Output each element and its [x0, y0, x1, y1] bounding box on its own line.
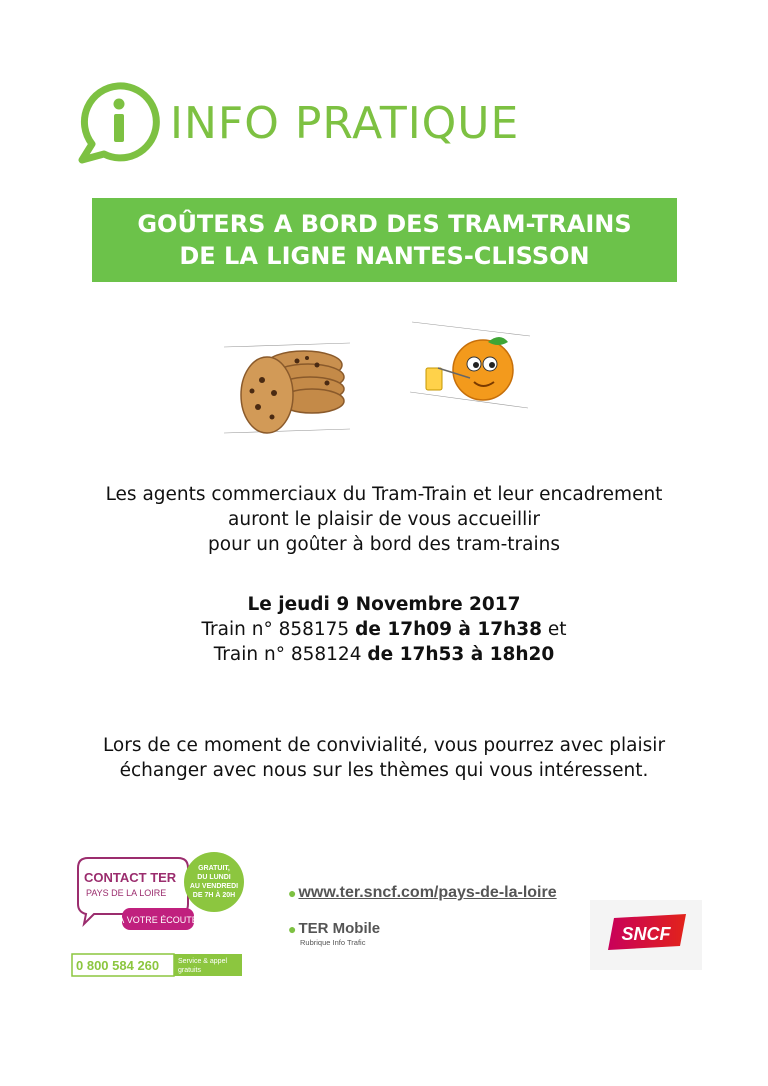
- footer-links: [288, 884, 557, 947]
- website-link[interactable]: www.ter.sncf.com/pays-de-la-loire: [298, 884, 557, 901]
- contact-title-1: CONTACT TER: [84, 870, 177, 885]
- contact-title-2: PAYS DE LA LOIRE: [86, 888, 167, 898]
- page-title: INFO PRATIQUE: [170, 98, 520, 149]
- intro-line-2: auront le plaisir de vous accueillir: [228, 509, 540, 530]
- schedule-text: [0, 592, 768, 667]
- ter-mobile-sub: Rubrique Info Trafic: [300, 938, 366, 947]
- bullet-icon: ●: [288, 920, 297, 937]
- closing-line-2: échanger avec nous sur les thèmes qui vous intéressent.: [119, 760, 649, 781]
- banner-line-2: DE LA LIGNE NANTES-CLISSON: [179, 242, 590, 270]
- contact-ter-logo: [70, 850, 252, 980]
- closing-line-1: Lors de ce moment de convivialité, vous pourrez avec plaisir: [102, 735, 666, 756]
- train-1-suffix: et: [547, 619, 567, 640]
- banner-line-1: GOÛTERS A BORD DES TRAM-TRAINS: [137, 210, 632, 238]
- event-date: Le jeudi 9 Novembre 2017: [247, 594, 521, 615]
- intro-line-1: Les agents commerciaux du Tram-Train et leur encadrement: [105, 484, 663, 505]
- contact-listen: À VOTRE ÉCOUTE: [118, 915, 198, 925]
- contact-hours-4: DE 7H À 20H: [192, 892, 236, 899]
- sncf-text: SNCF: [621, 924, 671, 944]
- cookies-icon: [222, 325, 352, 435]
- contact-badge-2: gratuits: [178, 967, 201, 974]
- info-bubble-icon: [76, 80, 160, 164]
- contact-phone: 0 800 584 260: [76, 958, 160, 973]
- sncf-logo: [590, 900, 702, 970]
- contact-hours-2: DU LUNDI: [197, 874, 231, 881]
- contact-hours-3: AU VENDREDI: [189, 883, 239, 890]
- closing-text: [0, 733, 768, 783]
- contact-badge-1: Service & appel: [178, 958, 228, 965]
- intro-line-3: pour un goûter à bord des tram-trains: [208, 534, 560, 555]
- orange-juice-icon: [408, 320, 533, 412]
- train-2-time: de 17h53 à 18h20: [367, 644, 555, 665]
- train-1-time: de 17h09 à 17h38: [355, 619, 543, 640]
- ter-mobile-label: TER Mobile: [298, 920, 381, 937]
- event-banner: [92, 198, 677, 282]
- bullet-icon: ●: [288, 885, 297, 901]
- contact-hours-1: GRATUIT,: [198, 865, 230, 872]
- train-2-number: Train n° 858124: [213, 644, 362, 665]
- intro-text: [0, 482, 768, 557]
- train-1-number: Train n° 858175: [201, 619, 350, 640]
